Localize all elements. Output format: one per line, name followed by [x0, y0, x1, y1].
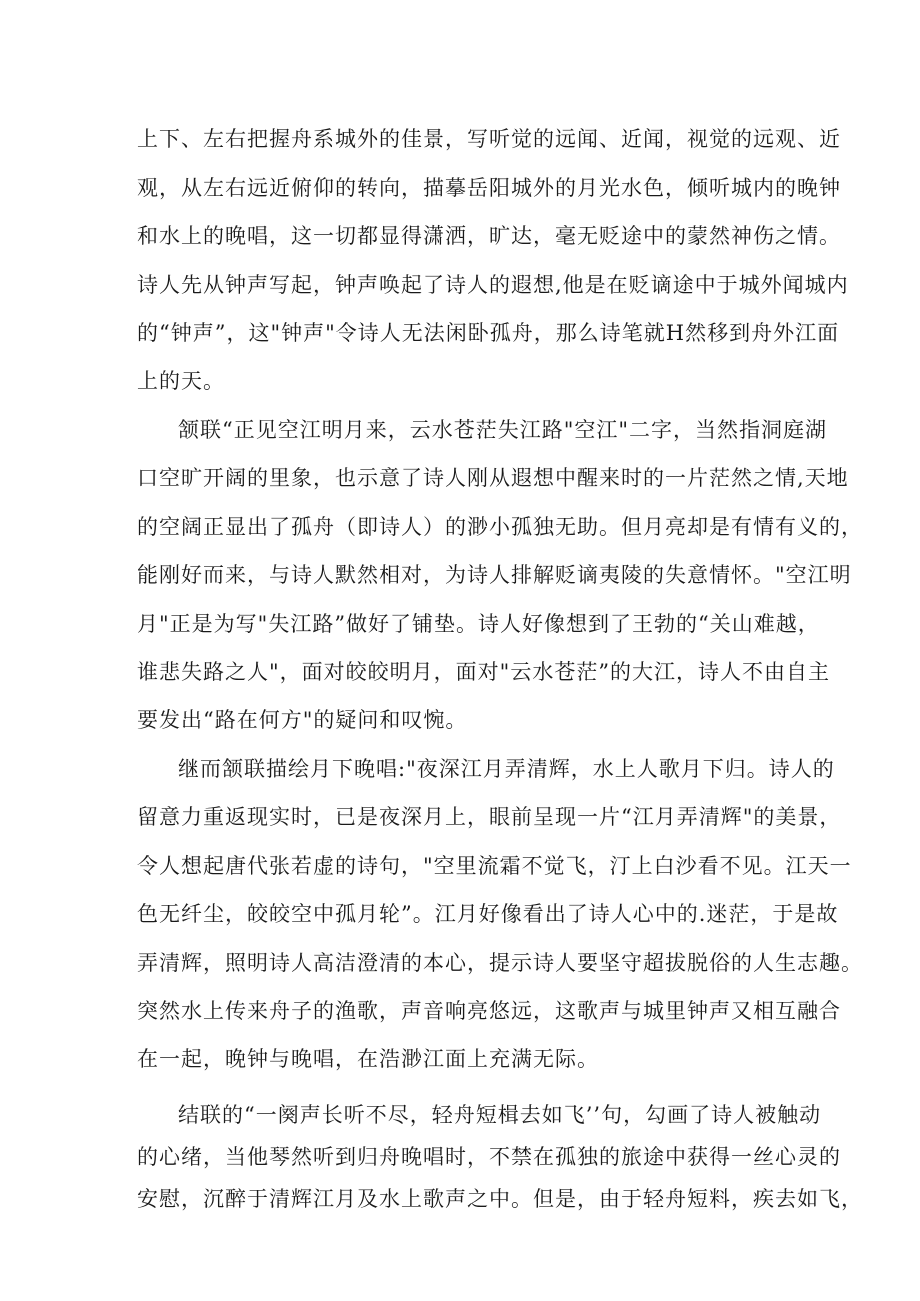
text-line: 结联的“一阕声长听不尽，轻舟短楫去如飞’’句，勾画了诗人被触动 [178, 1103, 822, 1127]
text-line: 突然水上传来舟子的渔歌，声音响亮悠远，这歌声与城里钟声又相互融合 [137, 999, 841, 1023]
text-line: 月"正是为写"失江路”做好了铺垫。诗人好像想到了王勃的“关山难越， [137, 612, 820, 636]
text-line: 色无纤尘，皎皎空中孤月轮”。江月好像看出了诗人心中的.迷茫，于是故 [137, 902, 839, 926]
text-line: 上下、左右把握舟系城外的佳景，写听觉的远闻、近闻，视觉的远观、近 [137, 127, 841, 151]
text-line: 谁悲失路之人"，面对皎皎明月，面对"云水苍茫”的大江，诗人不由自主 [137, 660, 831, 684]
text-line: 颔联“正见空江明月来，云水苍茫失江路"空江"二字，当然指洞庭湖 [178, 418, 828, 442]
text-line: 留意力重返现实时，已是夜深月上，眼前呈现一片“江月弄清辉"的美景， [137, 805, 842, 829]
text-line: 能刚好而来，与诗人默然相对，为诗人排解贬谪夷陵的失意情怀。"空江明 [137, 563, 852, 587]
text-line: 令人想起唐代张若虚的诗句，"空里流霜不觉飞，汀上白沙看不见。江天一 [137, 854, 852, 878]
text-line: 诗人先从钟声写起，钟声唤起了诗人的遐想,他是在贬谪途中于城外闻城内 [137, 273, 849, 297]
text-line: 的“钟声”，这"钟声"令诗人无法闲卧孤舟，那么诗笔就H然移到舟外江面 [137, 321, 840, 345]
text-line: 和水上的晚唱，这一切都显得潇洒，旷达，毫无贬途中的蒙然神伤之情。 [137, 224, 841, 248]
text-line: 的空阔正显出了孤舟（即诗人）的渺小孤独无助。但月亮却是有情有义的， [137, 515, 863, 539]
text-line: 观，从左右远近俯仰的转向，描摹岳阳城外的月光水色，倾听城内的晚钟 [137, 176, 841, 200]
text-line: 要发出“路在何方"的疑问和叹惋。 [137, 708, 468, 732]
text-line: 的心绪，当他琴然听到归舟晚唱时，不禁在孤独的旅途中获得一丝心灵的 [137, 1145, 841, 1169]
text-line: 安慰，沉醉于清辉江月及水上歌声之中。但是，由于轻舟短料，疾去如飞， [137, 1187, 863, 1211]
text-line: 继而颔联描绘月下晚唱:"夜深江月弄清辉，水上人歌月下归。诗人的 [178, 757, 835, 781]
text-line: 口空旷开阔的里象，也示意了诗人刚从遐想中醒来时的一片茫然之情,天地 [137, 466, 849, 490]
text-line: 弄清辉，照明诗人高洁澄清的本心，提示诗人要坚守超拔脱俗的人生志趣。 [137, 951, 863, 975]
text-line: 在一起，晚钟与晚唱，在浩渺江面上充满无际。 [137, 1047, 599, 1071]
text-line: 上的天。 [137, 369, 225, 393]
